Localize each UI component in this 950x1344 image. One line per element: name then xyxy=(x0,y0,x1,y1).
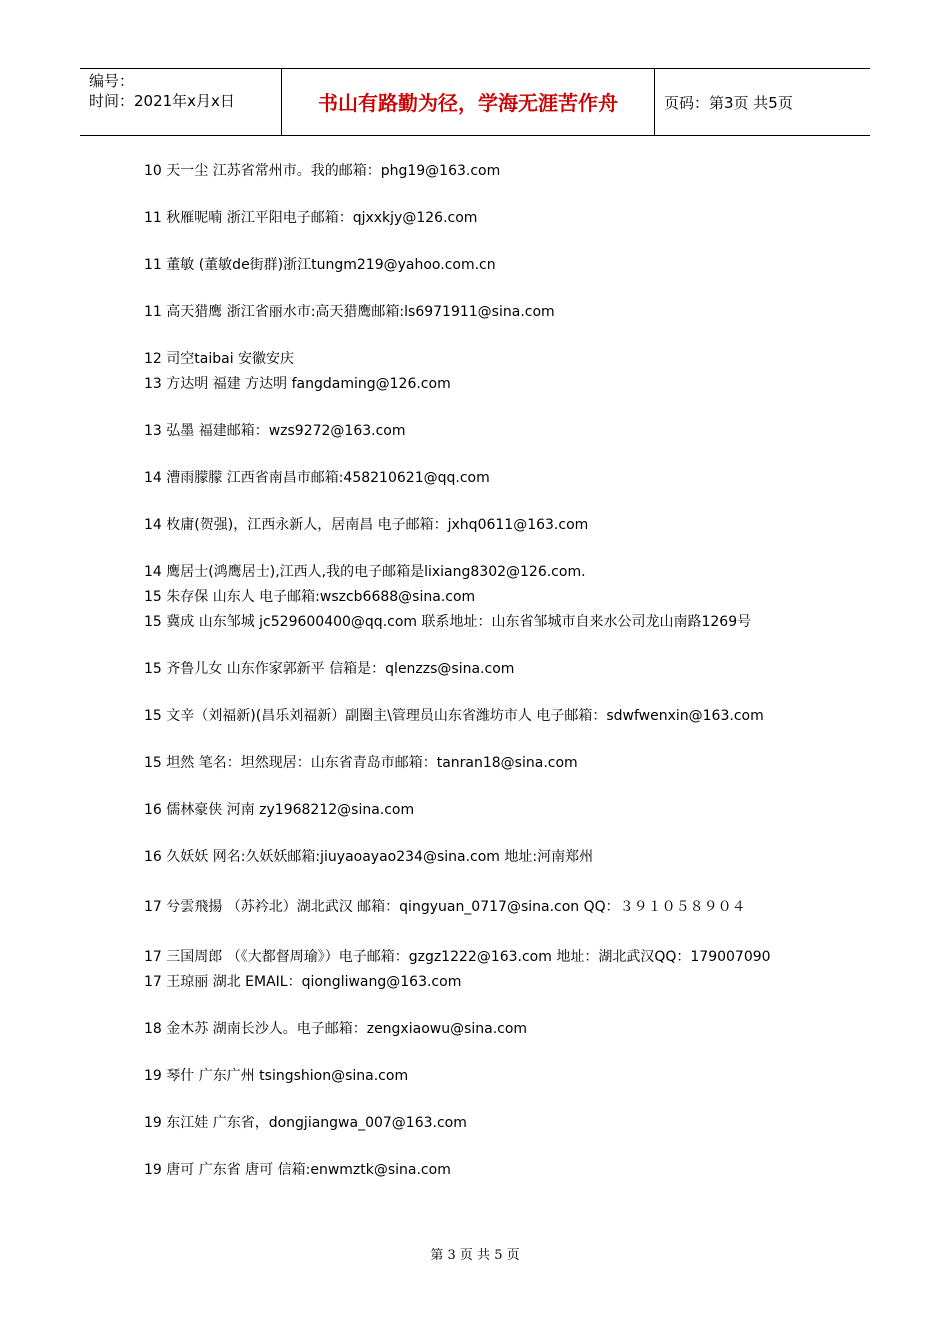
list-item: 15 朱存保 山东人 电子邮箱:wszcb6688@sina.com xyxy=(144,589,476,605)
list-item: 17 三国周郎 （《大都督周瑜》）电子邮箱：gzgz1222@163.com 地址：湖北武汉QQ：179007090 xyxy=(144,949,771,965)
list-item: 11 董敏 (董敏de街群)浙江tungm219@yahoo.com.cn xyxy=(144,257,496,273)
list-item: 11 秋雁呢喃 浙江平阳电子邮箱：qjxxkjy@126.com xyxy=(144,210,478,226)
document-number-label: 编号： xyxy=(89,72,135,90)
list-item: 17 兮雲飛揚 （苏衿北）湖北武汉 邮箱：qingyuan_0717@sina.con QQ：３９１０５８９０４ xyxy=(144,899,746,915)
list-item: 19 琴什 广东广州 tsingshion@sina.com xyxy=(144,1068,409,1084)
header-motto: 书山有路勤为径，学海无涯苦作舟 xyxy=(318,91,618,115)
list-item: 14 漕雨朦朦 江西省南昌市邮箱:458210621@qq.com xyxy=(144,470,490,486)
list-item: 11 高天猎鹰 浙江省丽水市:高天猎鹰邮箱:ls6971911@sina.com xyxy=(144,304,555,320)
list-item: 15 坦然 笔名：坦然现居：山东省青岛市邮箱：tanran18@sina.com xyxy=(144,755,578,771)
page-footer: 第 3 页 共 5 页 xyxy=(430,1248,520,1263)
page-header xyxy=(80,68,870,136)
list-item: 12 司空taibai 安徽安庆 xyxy=(144,351,295,367)
list-item: 14 枚庸(贺强)，江西永新人，居南昌 电子邮箱：jxhq0611@163.com xyxy=(144,517,589,533)
list-item: 10 天一尘 江苏省常州市。我的邮箱：phg19@163.com xyxy=(144,163,501,179)
list-item: 13 方达明 福建 方达明 fangdaming@126.com xyxy=(144,376,451,392)
list-item: 19 唐可 广东省 唐可 信箱:enwmztk@sina.com xyxy=(144,1162,451,1178)
list-item: 15 文辛（刘福新)(昌乐刘福新）副圈主\管理员山东省潍坊市人 电子邮箱：sdwfwenxin@163.com xyxy=(144,708,764,724)
list-item: 15 冀成 山东邹城 jc529600400@qq.com 联系地址：山东省邹城市自来水公司龙山南路1269号 xyxy=(144,614,752,630)
header-divider-right xyxy=(654,69,655,135)
list-item: 14 鹰居士(鸿鹰居士),江西人,我的电子邮箱是lixiang8302@126.com. xyxy=(144,564,586,580)
list-item: 19 东江娃 广东省，dongjiangwa_007@163.com xyxy=(144,1115,467,1131)
header-meta xyxy=(89,71,281,111)
document-time-label: 时间：2021年x月x日 xyxy=(89,92,235,110)
list-item: 13 弘墨 福建邮箱：wzs9272@163.com xyxy=(144,423,406,439)
list-item: 16 儒林豪侠 河南 zy1968212@sina.com xyxy=(144,802,415,818)
list-item: 18 金木苏 湖南长沙人。电子邮箱：zengxiaowu@sina.com xyxy=(144,1021,528,1037)
list-item: 17 王琼丽 湖北 EMAIL：qiongliwang@163.com xyxy=(144,974,462,990)
list-item: 15 齐鲁儿女 山东作家郭新平 信箱是：qlenzzs@sina.com xyxy=(144,661,515,677)
contact-list xyxy=(144,160,864,1181)
header-page-info: 页码：第3页 共5页 xyxy=(664,94,793,112)
list-item: 16 久妖妖 网名:久妖妖邮箱:jiuyaoayao234@sina.com 地址:河南郑州 xyxy=(144,849,594,865)
